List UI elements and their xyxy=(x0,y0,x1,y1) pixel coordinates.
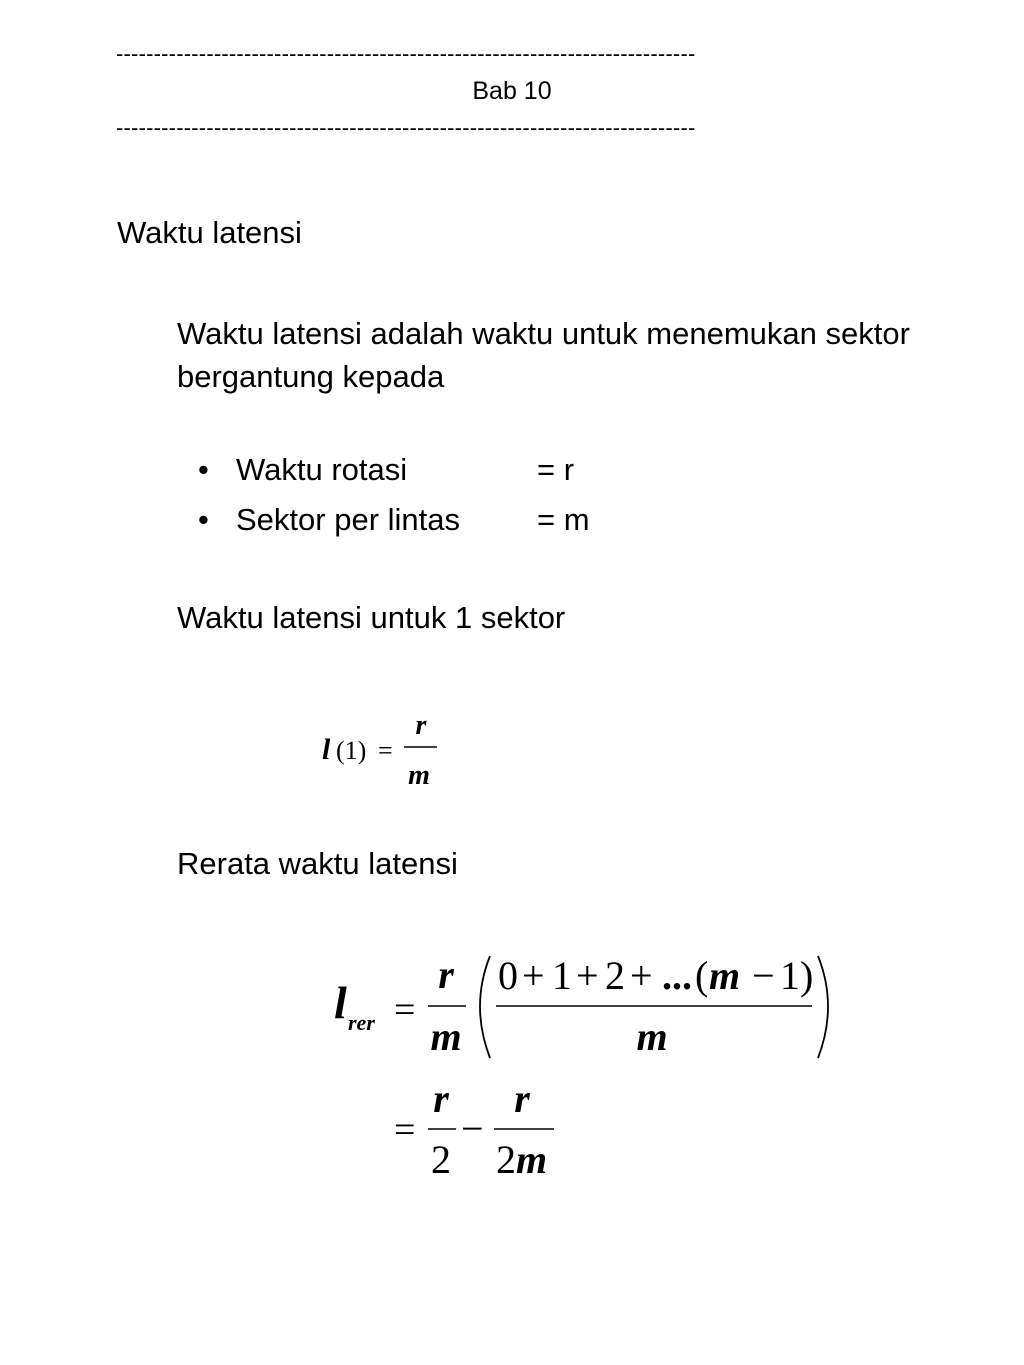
plus-sign: + xyxy=(522,953,545,998)
bullet-icon: • xyxy=(198,452,209,487)
sum-term: 1) xyxy=(780,953,814,998)
bullet-icon: • xyxy=(198,502,209,537)
fraction-numerator: r xyxy=(433,1076,449,1121)
fraction-denominator: 2 xyxy=(431,1137,451,1182)
formula-subscript: rer xyxy=(348,1010,375,1035)
minus-sign: − xyxy=(461,1106,484,1151)
parameter-label: Sektor per lintas xyxy=(236,502,460,537)
header-rule-bottom: ----------------------------------------------------------------------------- xyxy=(116,117,696,139)
plus-sign: + xyxy=(576,953,599,998)
ellipsis: ... xyxy=(662,953,692,998)
header-rule-top: ----------------------------------------------------------------------------- xyxy=(116,43,696,65)
left-paren-icon xyxy=(480,956,490,1058)
sum-term: 0 xyxy=(498,953,518,998)
section-title: Waktu latensi xyxy=(117,215,302,250)
fraction-numerator: r xyxy=(514,1076,530,1121)
chapter-label: Bab 10 xyxy=(472,77,552,105)
formula-equals: = xyxy=(394,989,416,1031)
fraction-denominator: m xyxy=(636,1014,668,1059)
sum-term: 2 xyxy=(605,953,625,998)
formula-equals: = xyxy=(378,736,393,765)
average-latency-label: Rerata waktu latensi xyxy=(177,846,458,881)
sum-term: 1 xyxy=(552,953,572,998)
fraction-denominator-coefficient: 2 xyxy=(496,1137,516,1182)
formula-numerator: r xyxy=(415,710,427,741)
plus-sign: + xyxy=(630,953,653,998)
formula-denominator: m xyxy=(408,760,430,791)
parameter-value: = r xyxy=(537,452,575,487)
sum-variable: m xyxy=(709,953,741,998)
formula-equals: = xyxy=(394,1109,416,1151)
single-sector-label: Waktu latensi untuk 1 sektor xyxy=(177,600,566,635)
intro-paragraph: Waktu latensi adalah waktu untuk menemukan sektor bergantung kepada xyxy=(177,316,910,394)
formula-variable: l xyxy=(322,733,331,766)
minus-sign: − xyxy=(752,953,775,998)
right-paren-icon xyxy=(818,956,828,1058)
fraction-denominator: m xyxy=(430,1014,462,1059)
fraction-numerator: r xyxy=(438,952,454,997)
formula-argument: (1) xyxy=(336,736,367,765)
open-paren: ( xyxy=(695,953,709,998)
formula-variable: l xyxy=(334,977,347,1028)
parameter-label: Waktu rotasi xyxy=(236,452,408,487)
fraction-denominator-variable: m xyxy=(516,1137,548,1182)
parameter-value: = m xyxy=(537,502,590,537)
